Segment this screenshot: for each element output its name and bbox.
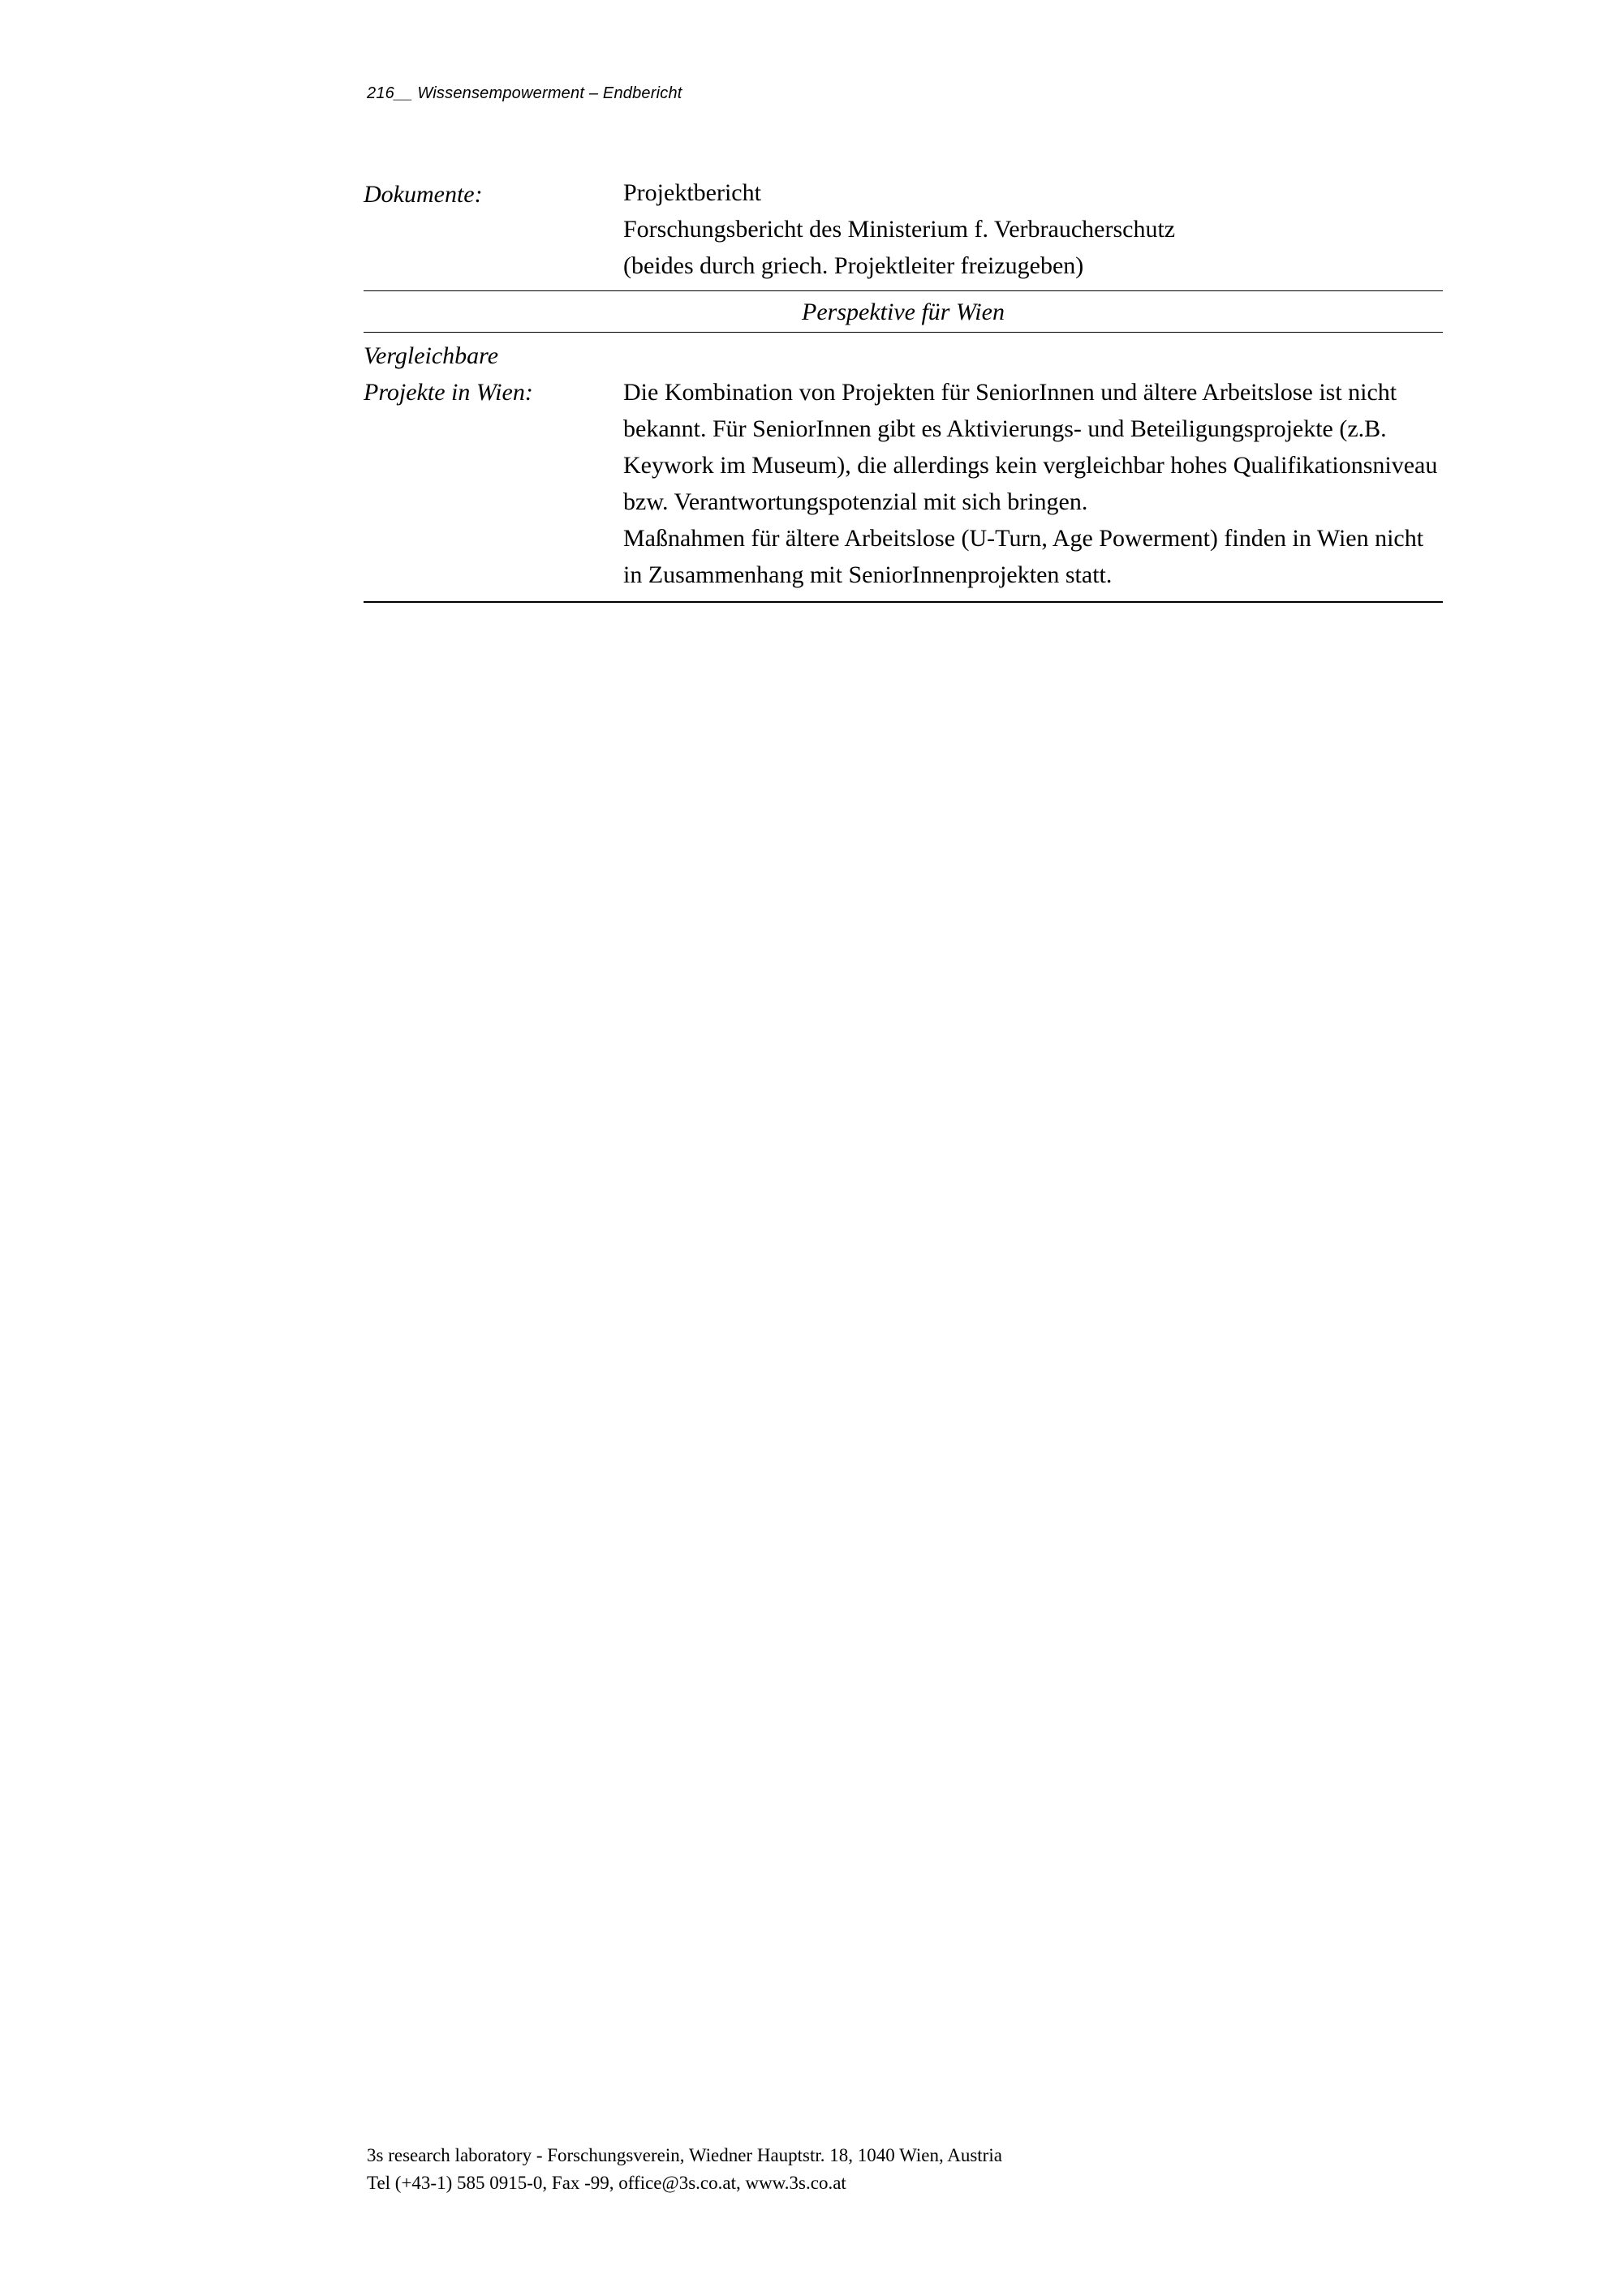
documents-line-2: Forschungsbericht des Ministerium f. Verbraucherschutz <box>623 216 1176 243</box>
comparable-projects-paragraph-2: Maßnahmen für ältere Arbeitslose (U-Turn, Age Powerment) finden in Wien nicht in Zusammenhang mit SeniorInnenprojekten statt. <box>623 525 1424 588</box>
table-row-documents <box>364 174 1443 290</box>
table-row-comparable-projects <box>364 333 1443 601</box>
comparable-projects-value <box>623 338 1443 593</box>
documents-line-1: Projektbericht <box>623 179 761 206</box>
footer-line-1: 3s research laboratory - Forschungsverein, Wiedner Hauptstr. 18, 1040 Wien, Austria <box>367 2145 1002 2165</box>
divider-bottom <box>364 601 1443 603</box>
comparable-projects-label <box>364 338 623 411</box>
page-footer <box>367 2142 1002 2197</box>
comparable-projects-paragraph-1: Die Kombination von Projekten für SeniorInnen und ältere Arbeitslose ist nicht bekannt. Für SeniorInnen gibt es Aktivierungs- und Beteiligungsprojekte (z.B. Keywork im Museum), die allerdings kein vergleichbar hohes Qualifikationsniveau bzw. Verantwortungspotenzial mit sich bringen. <box>623 379 1438 515</box>
comparable-projects-label-line-1: Vergleichbare <box>364 342 499 369</box>
comparable-projects-label-line-2: Projekte in Wien: <box>364 379 533 406</box>
running-header <box>367 84 682 103</box>
documents-value <box>623 174 1443 284</box>
section-band-title: Perspektive für Wien <box>802 299 1005 325</box>
documents-label: Dokumente: <box>364 181 483 208</box>
documents-line-3: (beides durch griech. Projektleiter freizugeben) <box>623 252 1084 279</box>
project-info-table <box>364 174 1443 603</box>
running-header-text: 216__ Wissensempowerment – Endbericht <box>367 84 682 102</box>
footer-line-2: Tel (+43-1) 585 0915-0, Fax -99, office@3s.co.at, www.3s.co.at <box>367 2173 846 2193</box>
